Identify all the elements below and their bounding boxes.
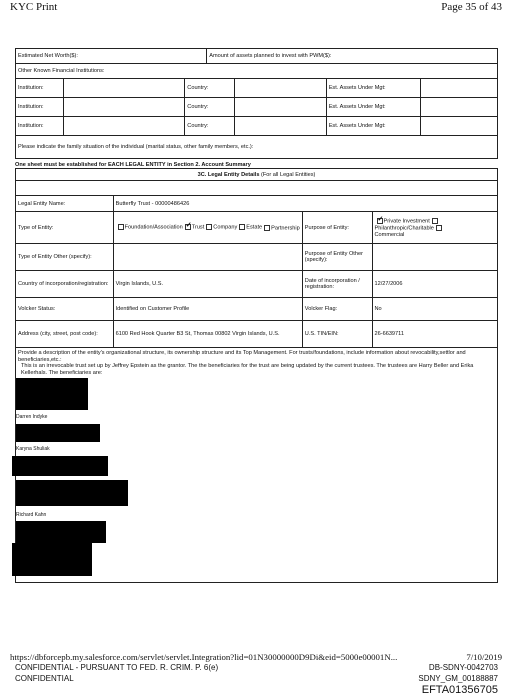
bates-number: EFTA01356705 [421,684,498,696]
page-url: https://dbforcepb.my.salesforce.com/servlet/servlet.Integration?lid=01N30000000D9Di&eid=5000e00001N... [10,652,398,662]
redaction-block [16,424,100,442]
institution-row: Institution: Country: Est. Assets Under Mgt: [16,79,497,98]
doc-id-sdny: SDNY_GM_00188887 [418,674,498,683]
philanthropic-checkbox[interactable] [436,225,442,231]
entity-name-label: Legal Entity Name: [16,196,114,211]
redaction-block [16,480,128,506]
section-title: 3C. Legal Entity Details [197,171,260,178]
kyc-form [15,48,498,583]
incorporation-date-label: Date of incorporation / registration: [303,271,373,297]
volcker-flag-label: Volcker Flag: [303,298,373,320]
confidential-label: CONFIDENTIAL [15,674,74,683]
entity-type-label: Type of Entity: [16,212,114,243]
section-header [16,169,497,180]
purpose-label: Purpose of Entity: [303,212,373,243]
financial-table [15,48,498,159]
print-title: KYC Print [10,1,58,13]
assets-pwm-label: Amount of assets planned to invest with PWM($): [209,52,332,59]
private-investment-checkbox[interactable] [377,218,383,224]
volcker-flag-value: No [374,306,382,313]
redaction-block [12,456,108,476]
redaction-block [16,521,106,543]
entity-description [15,348,498,583]
section-subtitle: (For all Legal Entities) [261,171,316,178]
redaction-block [12,543,92,576]
description-text: This is an irrevocable trust set up by Jeffrey Epstein as the grantor. The the beneficiaries for the trust are being updated by the current trustees. The trustees are Harry Beller and Erika Kellerhals. The beneficiaries are: [21,363,474,376]
beneficiary-name: Karyna Shuliak [16,446,50,453]
volcker-status-label: Volcker Status: [16,298,114,320]
net-worth-label: Estimated Net Worth($): [16,49,207,63]
foundation-checkbox[interactable] [118,224,124,230]
type-other-label: Type of Entity Other (specify): [16,244,114,270]
entity-table [15,168,498,348]
other-fi-label: Other Known Financial Institutions: [18,67,105,74]
entity-type-options: Foundation/Association ✓ Trust Company Estate Partnership [114,212,303,243]
doc-id-db: DB-SDNY-0042703 [428,663,498,672]
tin-label: U.S. TIN/EIN: [303,321,373,347]
partnership-checkbox[interactable] [264,225,270,231]
trust-checkbox[interactable] [185,224,191,230]
estate-checkbox[interactable] [239,224,245,230]
volcker-status-value: Identified on Customer Profile [114,298,303,320]
purpose-other-label: Purpose of Entity Other (specify): [303,244,373,270]
company-checkbox[interactable] [206,224,212,230]
institution-row: Institution: Country: Est. Assets Under Mgt: [16,98,497,117]
country-value: Virgin Islands, U.S. [114,271,303,297]
description-prompt: Provide a description of the entity's organizational structure, its ownership structure and its Top Management. For trusts/foundations, include information about revocability,settlor and beneficiaries,etc.: [18,350,466,363]
entity-name-value: Butterfly Trust - 00000486426 [115,200,190,207]
incorporation-date-value: 12/27/2006 [374,281,403,288]
institution-row: Institution: Country: Est. Assets Under Mgt: [16,117,497,136]
address-label: Address (city, street, post code): [16,321,114,347]
purpose-extra-checkbox[interactable] [432,218,438,224]
entity-sheet-note: One sheet must be established for EACH LEGAL ENTITY in Section 2. Account Summary [15,162,251,168]
country-label: Country of incorporation/registration: [16,271,114,297]
family-situation-label: Please indicate the family situation of the individual (marital status, other family members, etc.): [18,143,254,150]
purpose-options: ✓Private Investment Philanthropic/Charitable Commercial [373,212,497,243]
address-value: 6100 Red Hook Quarter B3 St, Thomas 00802 Virgin Islands, U.S. [114,321,303,347]
beneficiary-name: Darren Indyke [16,414,48,421]
print-date: 7/10/2019 [466,652,502,662]
tin-value: 26-6639711 [374,331,404,338]
redaction-block [16,378,88,410]
beneficiary-name: Richard Kahn [16,512,47,519]
page-number: Page 35 of 43 [441,1,502,13]
confidential-notice: CONFIDENTIAL - PURSUANT TO FED. R. CRIM. P. 6(e) [15,663,219,672]
